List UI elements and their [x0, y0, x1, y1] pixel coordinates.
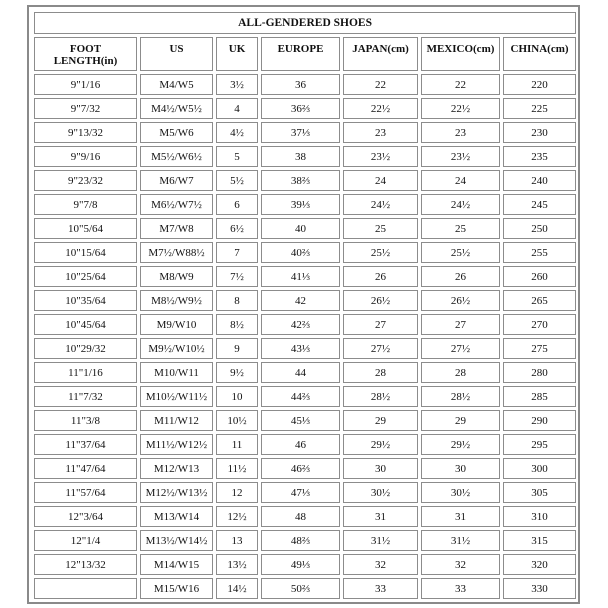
- cell-europe: 44⅔: [261, 386, 340, 407]
- cell-china: 300: [503, 458, 576, 479]
- table-row: [34, 410, 576, 431]
- table-row: [34, 338, 576, 359]
- cell-foot-length: 11"3/8: [34, 410, 137, 431]
- cell-mexico: 26½: [421, 290, 500, 311]
- cell-foot-length: 11"1/16: [34, 362, 137, 383]
- cell-china: 295: [503, 434, 576, 455]
- cell-foot-length: 10"29/32: [34, 338, 137, 359]
- cell-japan: 28: [343, 362, 418, 383]
- table-row: [34, 218, 576, 239]
- cell-us: M8½/W9½: [140, 290, 213, 311]
- cell-mexico: 27: [421, 314, 500, 335]
- cell-mexico: 29½: [421, 434, 500, 455]
- cell-us: M13½/W14½: [140, 530, 213, 551]
- cell-europe: 41⅓: [261, 266, 340, 287]
- cell-japan: 33: [343, 578, 418, 599]
- cell-us: M12½/W13½: [140, 482, 213, 503]
- cell-mexico: 22½: [421, 98, 500, 119]
- cell-china: 240: [503, 170, 576, 191]
- cell-foot-length: 11"57/64: [34, 482, 137, 503]
- cell-us: M9/W10: [140, 314, 213, 335]
- header-europe: EUROPE: [261, 37, 340, 71]
- size-chart-table: [31, 9, 579, 602]
- cell-japan: 27½: [343, 338, 418, 359]
- cell-foot-length: 11"47/64: [34, 458, 137, 479]
- cell-europe: 43⅓: [261, 338, 340, 359]
- cell-japan: 25½: [343, 242, 418, 263]
- table-row: [34, 266, 576, 287]
- size-chart-frame: [27, 5, 580, 604]
- cell-uk: 10½: [216, 410, 258, 431]
- cell-us: M12/W13: [140, 458, 213, 479]
- cell-mexico: 26: [421, 266, 500, 287]
- cell-japan: 28½: [343, 386, 418, 407]
- cell-us: M8/W9: [140, 266, 213, 287]
- cell-foot-length: 9"13/32: [34, 122, 137, 143]
- cell-china: 290: [503, 410, 576, 431]
- cell-europe: 44: [261, 362, 340, 383]
- table-row: [34, 482, 576, 503]
- cell-china: 285: [503, 386, 576, 407]
- cell-china: 265: [503, 290, 576, 311]
- cell-mexico: 22: [421, 74, 500, 95]
- table-row: [34, 530, 576, 551]
- cell-us: M5/W6: [140, 122, 213, 143]
- cell-china: 225: [503, 98, 576, 119]
- header-foot-length: [34, 37, 137, 71]
- cell-mexico: 23½: [421, 146, 500, 167]
- cell-china: 320: [503, 554, 576, 575]
- cell-mexico: 28½: [421, 386, 500, 407]
- cell-china: 305: [503, 482, 576, 503]
- cell-mexico: 31: [421, 506, 500, 527]
- cell-europe: 48: [261, 506, 340, 527]
- cell-uk: 4½: [216, 122, 258, 143]
- table-row: [34, 458, 576, 479]
- cell-foot-length: 10"45/64: [34, 314, 137, 335]
- cell-europe: 45⅓: [261, 410, 340, 431]
- cell-mexico: 25½: [421, 242, 500, 263]
- cell-foot-length: 12"1/4: [34, 530, 137, 551]
- cell-europe: 36: [261, 74, 340, 95]
- cell-uk: 3½: [216, 74, 258, 95]
- cell-uk: 13: [216, 530, 258, 551]
- cell-foot-length: 10"35/64: [34, 290, 137, 311]
- cell-us: M4½/W5½: [140, 98, 213, 119]
- header-us: US: [140, 37, 213, 71]
- cell-europe: 37⅓: [261, 122, 340, 143]
- cell-foot-length: 12"3/64: [34, 506, 137, 527]
- cell-uk: 13½: [216, 554, 258, 575]
- header-foot-length-line2: LENGTH(in): [53, 55, 118, 67]
- cell-japan: 23½: [343, 146, 418, 167]
- cell-uk: 12½: [216, 506, 258, 527]
- table-row: [34, 98, 576, 119]
- cell-japan: 25: [343, 218, 418, 239]
- cell-foot-length: [34, 578, 137, 599]
- cell-us: M10½/W11½: [140, 386, 213, 407]
- table-row: [34, 194, 576, 215]
- cell-japan: 32: [343, 554, 418, 575]
- cell-china: 220: [503, 74, 576, 95]
- cell-mexico: 30½: [421, 482, 500, 503]
- cell-china: 260: [503, 266, 576, 287]
- cell-japan: 29½: [343, 434, 418, 455]
- cell-europe: 40⅔: [261, 242, 340, 263]
- table-row: [34, 74, 576, 95]
- cell-foot-length: 10"25/64: [34, 266, 137, 287]
- table-row: [34, 434, 576, 455]
- cell-mexico: 25: [421, 218, 500, 239]
- cell-china: 230: [503, 122, 576, 143]
- cell-china: 235: [503, 146, 576, 167]
- cell-europe: 47⅓: [261, 482, 340, 503]
- cell-us: M9½/W10½: [140, 338, 213, 359]
- cell-uk: 8: [216, 290, 258, 311]
- cell-mexico: 32: [421, 554, 500, 575]
- cell-japan: 22½: [343, 98, 418, 119]
- cell-japan: 24: [343, 170, 418, 191]
- table-row: [34, 146, 576, 167]
- cell-mexico: 29: [421, 410, 500, 431]
- cell-us: M14/W15: [140, 554, 213, 575]
- cell-europe: 46: [261, 434, 340, 455]
- cell-japan: 24½: [343, 194, 418, 215]
- cell-uk: 6½: [216, 218, 258, 239]
- table-row: [34, 290, 576, 311]
- cell-europe: 38⅔: [261, 170, 340, 191]
- table-title: ALL-GENDERED SHOES: [34, 12, 576, 34]
- cell-us: M11/W12: [140, 410, 213, 431]
- cell-uk: 12: [216, 482, 258, 503]
- cell-foot-length: 9"1/16: [34, 74, 137, 95]
- cell-europe: 38: [261, 146, 340, 167]
- cell-us: M11½/W12½: [140, 434, 213, 455]
- cell-mexico: 33: [421, 578, 500, 599]
- cell-foot-length: 12"13/32: [34, 554, 137, 575]
- table-row: [34, 506, 576, 527]
- cell-mexico: 27½: [421, 338, 500, 359]
- cell-japan: 31½: [343, 530, 418, 551]
- cell-us: M13/W14: [140, 506, 213, 527]
- size-rows: [34, 74, 576, 599]
- cell-foot-length: 11"7/32: [34, 386, 137, 407]
- header-foot-length-line1: FOOT: [69, 43, 102, 55]
- table-row: [34, 314, 576, 335]
- cell-mexico: 31½: [421, 530, 500, 551]
- cell-mexico: 23: [421, 122, 500, 143]
- cell-japan: 26: [343, 266, 418, 287]
- cell-us: M15/W16: [140, 578, 213, 599]
- cell-europe: 42: [261, 290, 340, 311]
- table-row: [34, 170, 576, 191]
- header-row: [34, 37, 576, 71]
- cell-europe: 49⅓: [261, 554, 340, 575]
- table-row: [34, 554, 576, 575]
- cell-us: M4/W5: [140, 74, 213, 95]
- cell-uk: 11½: [216, 458, 258, 479]
- cell-china: 275: [503, 338, 576, 359]
- cell-uk: 14½: [216, 578, 258, 599]
- cell-china: 250: [503, 218, 576, 239]
- cell-china: 315: [503, 530, 576, 551]
- cell-us: M6½/W7½: [140, 194, 213, 215]
- cell-europe: 36⅔: [261, 98, 340, 119]
- cell-china: 330: [503, 578, 576, 599]
- cell-uk: 4: [216, 98, 258, 119]
- table-row: [34, 362, 576, 383]
- cell-us: M5½/W6½: [140, 146, 213, 167]
- cell-mexico: 24½: [421, 194, 500, 215]
- cell-china: 245: [503, 194, 576, 215]
- cell-foot-length: 9"23/32: [34, 170, 137, 191]
- cell-japan: 27: [343, 314, 418, 335]
- cell-uk: 9½: [216, 362, 258, 383]
- cell-mexico: 30: [421, 458, 500, 479]
- header-uk: UK: [216, 37, 258, 71]
- cell-europe: 48⅔: [261, 530, 340, 551]
- header-china: CHINA(cm): [503, 37, 576, 71]
- cell-us: M7½/W88½: [140, 242, 213, 263]
- cell-us: M6/W7: [140, 170, 213, 191]
- cell-foot-length: 10"5/64: [34, 218, 137, 239]
- header-japan: JAPAN(cm): [343, 37, 418, 71]
- cell-us: M7/W8: [140, 218, 213, 239]
- cell-china: 310: [503, 506, 576, 527]
- table-row: [34, 122, 576, 143]
- cell-foot-length: 9"7/32: [34, 98, 137, 119]
- cell-mexico: 28: [421, 362, 500, 383]
- cell-foot-length: 9"9/16: [34, 146, 137, 167]
- table-row: [34, 386, 576, 407]
- cell-japan: 31: [343, 506, 418, 527]
- cell-japan: 29: [343, 410, 418, 431]
- cell-europe: 50⅔: [261, 578, 340, 599]
- cell-mexico: 24: [421, 170, 500, 191]
- cell-europe: 42⅔: [261, 314, 340, 335]
- cell-foot-length: 9"7/8: [34, 194, 137, 215]
- cell-uk: 6: [216, 194, 258, 215]
- cell-china: 270: [503, 314, 576, 335]
- cell-uk: 7: [216, 242, 258, 263]
- cell-uk: 11: [216, 434, 258, 455]
- cell-japan: 30: [343, 458, 418, 479]
- cell-uk: 5: [216, 146, 258, 167]
- cell-uk: 7½: [216, 266, 258, 287]
- cell-us: M10/W11: [140, 362, 213, 383]
- cell-japan: 23: [343, 122, 418, 143]
- cell-uk: 9: [216, 338, 258, 359]
- cell-europe: 46⅔: [261, 458, 340, 479]
- cell-japan: 26½: [343, 290, 418, 311]
- cell-china: 280: [503, 362, 576, 383]
- cell-foot-length: 11"37/64: [34, 434, 137, 455]
- cell-china: 255: [503, 242, 576, 263]
- cell-foot-length: 10"15/64: [34, 242, 137, 263]
- cell-uk: 8½: [216, 314, 258, 335]
- cell-uk: 10: [216, 386, 258, 407]
- table-row: [34, 242, 576, 263]
- cell-japan: 30½: [343, 482, 418, 503]
- table-row: [34, 578, 576, 599]
- cell-japan: 22: [343, 74, 418, 95]
- cell-europe: 39⅓: [261, 194, 340, 215]
- cell-uk: 5½: [216, 170, 258, 191]
- header-mexico: MEXICO(cm): [421, 37, 500, 71]
- cell-europe: 40: [261, 218, 340, 239]
